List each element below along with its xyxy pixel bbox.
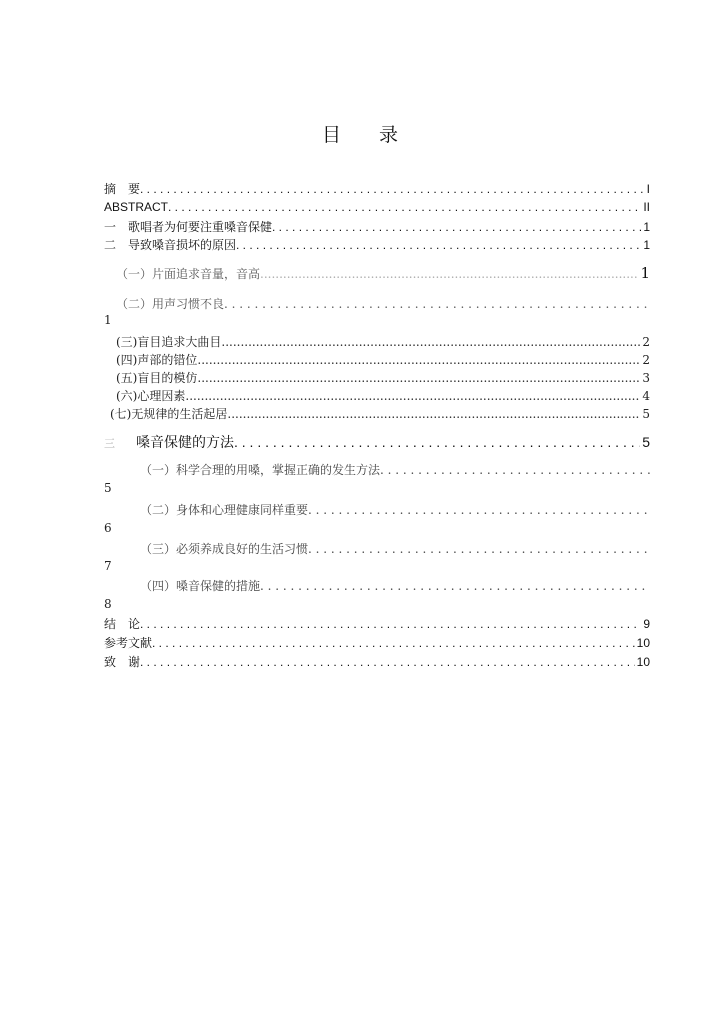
toc-entry-label: （二）身体和心理健康同样重要 — [140, 503, 309, 517]
toc-entry-abstract-en[interactable] — [104, 200, 650, 214]
toc-entry-page: 10 — [636, 655, 650, 669]
toc-entry-label: （二）用声习惯不良 — [116, 297, 225, 311]
toc-entry-section-2-3[interactable] — [116, 333, 650, 350]
toc-entry-section-2-1[interactable] — [116, 264, 650, 282]
toc-entry-page: 1 — [643, 220, 650, 234]
toc-entry-conclusion[interactable] — [104, 615, 650, 632]
toc-entry-label: (三)盲目追求大曲目 — [116, 335, 222, 349]
toc-leader — [152, 636, 635, 650]
toc-entry-label: (四)声部的错位 — [116, 353, 198, 367]
toc-entry-page: 1 — [643, 238, 650, 252]
toc-leader — [140, 617, 641, 631]
toc-entry-label: 二 导致嗓音损坏的原因 — [104, 238, 237, 252]
toc-entry-page: 4 — [642, 389, 650, 403]
toc-leader — [308, 542, 650, 556]
toc-leader — [260, 579, 650, 593]
toc-entry-page: 5 — [104, 481, 112, 495]
toc-entry-number: 三 — [104, 438, 115, 450]
toc-entry-page: 10 — [636, 636, 650, 650]
toc-entry-label: （一）片面追求音量，音高 — [116, 267, 261, 281]
toc-leader — [140, 182, 645, 196]
toc-entry-label: 致 谢 — [104, 655, 141, 669]
toc-entry-acknowledgements[interactable] — [104, 653, 650, 670]
toc-entry-label: （一）科学合理的用嗓，掌握正确的发生方法 — [140, 463, 381, 477]
toc-leader — [197, 371, 640, 385]
toc-leader — [272, 220, 641, 234]
toc-entry-page: 1 — [640, 264, 650, 282]
toc-entry-page: 1 — [104, 313, 112, 327]
toc-entry-label: 参考文献 — [104, 636, 153, 650]
toc-entry-section-3-2[interactable] — [140, 501, 650, 518]
toc-entry-label: 一 歌唱者为何要注重嗓音保健 — [104, 220, 273, 234]
toc-leader — [168, 200, 641, 214]
toc-leader — [197, 353, 640, 367]
toc-entry-section-3-4[interactable] — [140, 577, 650, 594]
toc-leader — [234, 434, 640, 450]
toc-entry-page: 2 — [642, 353, 650, 367]
toc-entry-chapter-3[interactable] — [104, 432, 650, 452]
toc-entry-page: 5 — [642, 407, 650, 421]
toc-entry-section-3-1[interactable] — [140, 461, 650, 478]
toc-entry-label: 结 论 — [104, 617, 141, 631]
toc-entry-chapter-2[interactable] — [104, 236, 650, 253]
toc-entry-section-2-6[interactable] — [116, 387, 650, 404]
toc-entry-abstract-cn[interactable] — [104, 180, 650, 197]
toc-entry-chapter-1[interactable] — [104, 218, 650, 235]
toc-leader — [236, 238, 641, 252]
toc-entry-section-2-5[interactable] — [116, 369, 650, 386]
toc-entry-page: 2 — [642, 335, 650, 349]
toc-entry-page: 5 — [642, 434, 650, 450]
toc-title: 目 录 — [321, 124, 415, 146]
toc-entry-label: ABSTRACT — [104, 200, 169, 214]
toc-entry-section-2-2[interactable] — [116, 295, 650, 312]
toc-entry-page: 6 — [104, 521, 112, 535]
toc-leader — [140, 655, 635, 669]
toc-entry-label: 嗓音保健的方法 — [136, 434, 234, 450]
toc-entry-section-2-4[interactable] — [116, 351, 650, 368]
toc-leader — [260, 267, 638, 281]
toc-leader — [221, 335, 640, 349]
toc-entry-page: 7 — [104, 559, 112, 573]
toc-entry-label: (七)无规律的生活起居 — [110, 407, 228, 421]
toc-entry-label: (六)心理因素 — [116, 389, 186, 403]
toc-leader — [380, 463, 650, 477]
toc-entry-page: 9 — [643, 617, 650, 631]
toc-entry-section-2-7[interactable] — [110, 405, 650, 422]
toc-entry-page: II — [643, 200, 650, 214]
toc-entry-page: I — [646, 182, 650, 196]
toc-entry-page: 8 — [104, 597, 112, 611]
toc-entry-label: （三）必须养成良好的生活习惯 — [140, 542, 309, 556]
toc-leader — [308, 503, 650, 517]
toc-entry-label: (五)盲目的模仿 — [116, 371, 198, 385]
toc-entry-label: 摘 要 — [104, 182, 141, 196]
toc-entry-section-3-3[interactable] — [140, 540, 650, 557]
toc-leader — [224, 297, 650, 311]
toc-entry-label: （四）嗓音保健的措施 — [140, 579, 261, 593]
toc-leader — [185, 389, 640, 403]
toc-entry-references[interactable] — [104, 634, 650, 651]
toc-entry-page: 3 — [642, 371, 650, 385]
toc-leader — [227, 407, 640, 421]
